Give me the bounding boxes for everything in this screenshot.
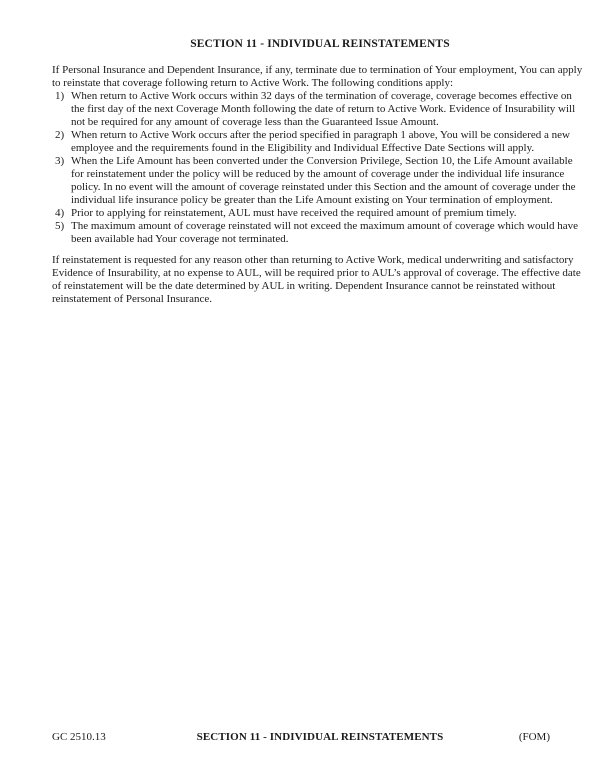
condition-text: When return to Active Work occurs after the period specified in paragraph 1 above, You will be considered a new employee and the requirements found in the Eligibility and Individual Effective Date Sections will apply. xyxy=(71,129,570,154)
page-footer xyxy=(52,731,588,744)
condition-item xyxy=(52,220,588,246)
condition-text: When return to Active Work occurs within 32 days of the termination of coverage, coverage becomes effective on the first day of the next Coverage Month following the date of return to Active Work. Evidence of Insurability will not be required for any amount of coverage less than the Guaranteed Issue Amount. xyxy=(71,90,576,128)
condition-number: 4) xyxy=(55,207,65,219)
condition-item xyxy=(52,129,588,155)
section-title: SECTION 11 - INDIVIDUAL REINSTATEMENTS xyxy=(190,38,450,50)
condition-text: The maximum amount of coverage reinstated will not exceed the maximum amount of coverage which would have been available had Your coverage not terminated. xyxy=(71,220,579,245)
condition-number: 5) xyxy=(55,220,65,232)
footer-section-title: SECTION 11 - INDIVIDUAL REINSTATEMENTS xyxy=(196,731,444,743)
intro-paragraph: If Personal Insurance and Dependent Insurance, if any, terminate due to termination of Your employment, You can apply to reinstate that coverage following return to Active Work. The following conditions apply: xyxy=(52,64,583,89)
condition-item xyxy=(52,90,588,129)
condition-number: 2) xyxy=(55,129,65,141)
page-content xyxy=(52,38,588,306)
condition-text: When the Life Amount has been converted under the Conversion Privilege, Section 10, the Life Amount available for reinstatement under the policy will be reduced by the amount of coverage under the individual life insurance policy. In no event will the amount of coverage reinstated under this Section and the amount of coverage under the individual life insurance policy be greater than the Life Amount existing on Your termination of employment. xyxy=(71,155,576,206)
condition-item xyxy=(52,207,588,220)
footer-form-number: GC 2510.13 xyxy=(52,731,106,743)
condition-item xyxy=(52,155,588,207)
condition-number: 3) xyxy=(55,155,65,167)
condition-text: Prior to applying for reinstatement, AUL must have received the required amount of premium timely. xyxy=(71,207,517,219)
footer-form-code: (FOM) xyxy=(518,731,550,743)
conditions-list xyxy=(52,90,588,246)
closing-paragraph: If reinstatement is requested for any reason other than returning to Active Work, medical underwriting and satisfactory Evidence of Insurability, at no expense to AUL, will be required prior to AUL’s approval of coverage. The effective date of reinstatement will be the date determined by AUL in writing. Dependent Insurance cannot be reinstated without reinstatement of Personal Insurance. xyxy=(52,254,581,305)
condition-number: 1) xyxy=(55,90,65,102)
